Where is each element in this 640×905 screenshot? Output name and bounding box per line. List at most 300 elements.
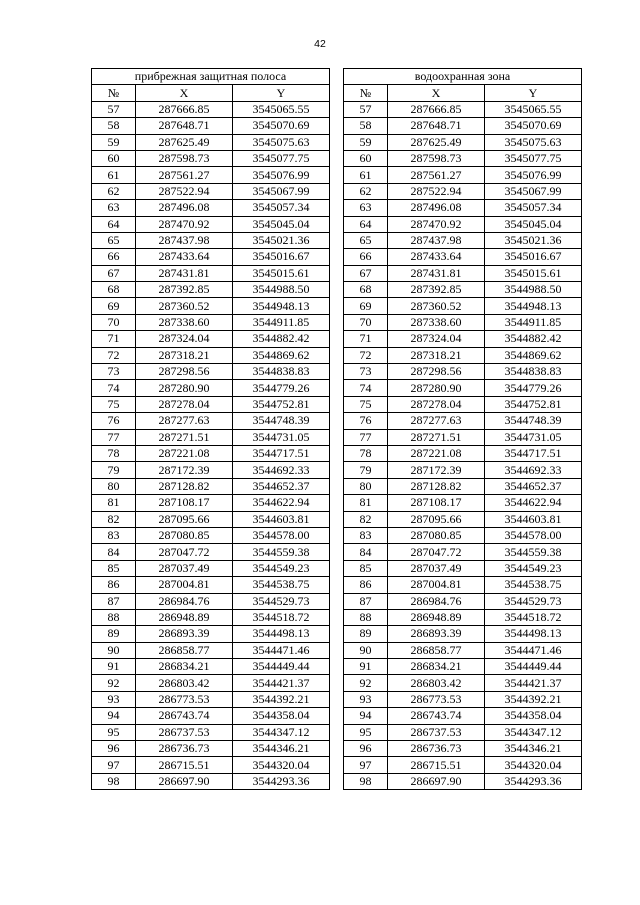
table-row xyxy=(344,544,582,560)
x-coordinate-cell: 287108.17 xyxy=(136,495,233,511)
table-row xyxy=(344,232,582,248)
x-coordinate-cell: 287298.56 xyxy=(388,364,485,380)
y-coordinate-cell: 3545075.63 xyxy=(485,134,582,150)
x-coordinate-cell: 287128.82 xyxy=(136,478,233,494)
y-coordinate-cell: 3544652.37 xyxy=(485,478,582,494)
table-row xyxy=(92,675,330,691)
x-coordinate-cell: 287047.72 xyxy=(388,544,485,560)
y-coordinate-cell: 3545076.99 xyxy=(485,167,582,183)
point-number-cell: 96 xyxy=(92,741,136,757)
x-coordinate-cell: 287496.08 xyxy=(388,200,485,216)
table-row xyxy=(92,626,330,642)
y-coordinate-cell: 3544988.50 xyxy=(485,282,582,298)
point-number-cell: 76 xyxy=(92,413,136,429)
point-number-cell: 62 xyxy=(92,183,136,199)
table-row xyxy=(92,445,330,461)
x-coordinate-cell: 287392.85 xyxy=(388,282,485,298)
table-row xyxy=(92,511,330,527)
y-coordinate-cell: 3544518.72 xyxy=(485,609,582,625)
table-row xyxy=(92,101,330,117)
y-coordinate-cell: 3544549.23 xyxy=(233,560,330,576)
table-row xyxy=(92,380,330,396)
x-coordinate-cell: 286893.39 xyxy=(388,626,485,642)
point-number-cell: 88 xyxy=(92,609,136,625)
table-row xyxy=(92,167,330,183)
point-number-cell: 59 xyxy=(344,134,388,150)
x-coordinate-cell: 286948.89 xyxy=(136,609,233,625)
table-title: прибрежная защитная полоса xyxy=(92,69,330,85)
table-row xyxy=(92,364,330,380)
point-number-cell: 90 xyxy=(344,642,388,658)
table-row xyxy=(344,659,582,675)
point-number-cell: 89 xyxy=(92,626,136,642)
point-number-cell: 70 xyxy=(92,314,136,330)
table-row xyxy=(344,626,582,642)
point-number-cell: 67 xyxy=(92,265,136,281)
point-number-cell: 85 xyxy=(344,560,388,576)
y-coordinate-cell: 3544838.83 xyxy=(485,364,582,380)
table-row xyxy=(92,314,330,330)
y-coordinate-cell: 3544622.94 xyxy=(233,495,330,511)
point-number-cell: 66 xyxy=(344,249,388,265)
x-coordinate-cell: 286858.77 xyxy=(388,642,485,658)
table-row xyxy=(344,118,582,134)
y-coordinate-cell: 3545070.69 xyxy=(233,118,330,134)
x-coordinate-cell: 287298.56 xyxy=(136,364,233,380)
table-row xyxy=(92,708,330,724)
table-row xyxy=(92,527,330,543)
x-coordinate-cell: 287095.66 xyxy=(136,511,233,527)
y-coordinate-cell: 3545067.99 xyxy=(485,183,582,199)
table-row xyxy=(344,757,582,773)
x-coordinate-cell: 286715.51 xyxy=(388,757,485,773)
y-coordinate-cell: 3544752.81 xyxy=(485,396,582,412)
y-coordinate-cell: 3544346.21 xyxy=(233,741,330,757)
point-number-cell: 74 xyxy=(92,380,136,396)
point-number-cell: 87 xyxy=(344,593,388,609)
x-coordinate-cell: 287522.94 xyxy=(136,183,233,199)
y-coordinate-cell: 3545075.63 xyxy=(233,134,330,150)
point-number-cell: 66 xyxy=(92,249,136,265)
y-coordinate-cell: 3545077.75 xyxy=(233,150,330,166)
x-coordinate-cell: 286984.76 xyxy=(388,593,485,609)
column-header-x: X xyxy=(136,85,233,101)
y-coordinate-cell: 3544578.00 xyxy=(485,527,582,543)
table-row xyxy=(344,577,582,593)
x-coordinate-cell: 287431.81 xyxy=(136,265,233,281)
x-coordinate-cell: 286893.39 xyxy=(136,626,233,642)
x-coordinate-cell: 286743.74 xyxy=(136,708,233,724)
y-coordinate-cell: 3544752.81 xyxy=(233,396,330,412)
y-coordinate-cell: 3544603.81 xyxy=(485,511,582,527)
y-coordinate-cell: 3545016.67 xyxy=(485,249,582,265)
point-number-cell: 91 xyxy=(344,659,388,675)
point-number-cell: 63 xyxy=(344,200,388,216)
table-row xyxy=(344,200,582,216)
y-coordinate-cell: 3544717.51 xyxy=(485,445,582,461)
point-number-cell: 73 xyxy=(344,364,388,380)
y-coordinate-cell: 3544882.42 xyxy=(233,331,330,347)
point-number-cell: 75 xyxy=(344,396,388,412)
point-number-cell: 62 xyxy=(344,183,388,199)
y-coordinate-cell: 3545021.36 xyxy=(485,232,582,248)
y-coordinate-cell: 3544779.26 xyxy=(233,380,330,396)
table-row xyxy=(92,265,330,281)
x-coordinate-cell: 286697.90 xyxy=(388,773,485,789)
x-coordinate-cell: 287625.49 xyxy=(388,134,485,150)
y-coordinate-cell: 3544421.37 xyxy=(233,675,330,691)
table-row xyxy=(344,560,582,576)
y-coordinate-cell: 3544538.75 xyxy=(233,577,330,593)
point-number-cell: 68 xyxy=(344,282,388,298)
point-number-cell: 95 xyxy=(92,724,136,740)
y-coordinate-cell: 3544347.12 xyxy=(485,724,582,740)
point-number-cell: 95 xyxy=(344,724,388,740)
x-coordinate-cell: 286737.53 xyxy=(136,724,233,740)
table-row xyxy=(92,724,330,740)
y-coordinate-cell: 3544948.13 xyxy=(485,298,582,314)
table-row xyxy=(92,560,330,576)
y-coordinate-cell: 3544869.62 xyxy=(485,347,582,363)
x-coordinate-cell: 286984.76 xyxy=(136,593,233,609)
y-coordinate-cell: 3544320.04 xyxy=(233,757,330,773)
table-row xyxy=(344,331,582,347)
y-coordinate-cell: 3545016.67 xyxy=(233,249,330,265)
water-protection-zone-table xyxy=(343,68,582,790)
x-coordinate-cell: 287047.72 xyxy=(136,544,233,560)
x-coordinate-cell: 287280.90 xyxy=(136,380,233,396)
table-row xyxy=(344,478,582,494)
column-header-number: № xyxy=(92,85,136,101)
y-coordinate-cell: 3544779.26 xyxy=(485,380,582,396)
table-row xyxy=(92,134,330,150)
x-coordinate-cell: 287324.04 xyxy=(388,331,485,347)
table-row xyxy=(92,462,330,478)
y-coordinate-cell: 3545057.34 xyxy=(485,200,582,216)
x-coordinate-cell: 287522.94 xyxy=(388,183,485,199)
x-coordinate-cell: 287433.64 xyxy=(388,249,485,265)
y-coordinate-cell: 3544549.23 xyxy=(485,560,582,576)
point-number-cell: 65 xyxy=(92,232,136,248)
point-number-cell: 72 xyxy=(92,347,136,363)
x-coordinate-cell: 287080.85 xyxy=(388,527,485,543)
table-row xyxy=(344,675,582,691)
point-number-cell: 83 xyxy=(92,527,136,543)
table-row xyxy=(344,691,582,707)
y-coordinate-cell: 3545045.04 xyxy=(233,216,330,232)
table-row xyxy=(344,265,582,281)
y-coordinate-cell: 3544911.85 xyxy=(485,314,582,330)
table-row xyxy=(344,298,582,314)
y-coordinate-cell: 3545067.99 xyxy=(233,183,330,199)
y-coordinate-cell: 3545070.69 xyxy=(485,118,582,134)
y-coordinate-cell: 3544529.73 xyxy=(485,593,582,609)
x-coordinate-cell: 287108.17 xyxy=(388,495,485,511)
table-row xyxy=(344,429,582,445)
point-number-cell: 71 xyxy=(92,331,136,347)
point-number-cell: 97 xyxy=(92,757,136,773)
point-number-cell: 75 xyxy=(92,396,136,412)
y-coordinate-cell: 3544471.46 xyxy=(233,642,330,658)
point-number-cell: 69 xyxy=(92,298,136,314)
x-coordinate-cell: 287278.04 xyxy=(388,396,485,412)
table-row xyxy=(344,708,582,724)
point-number-cell: 98 xyxy=(344,773,388,789)
point-number-cell: 86 xyxy=(92,577,136,593)
y-coordinate-cell: 3544622.94 xyxy=(485,495,582,511)
table-row xyxy=(344,101,582,117)
y-coordinate-cell: 3544948.13 xyxy=(233,298,330,314)
point-number-cell: 59 xyxy=(92,134,136,150)
point-number-cell: 57 xyxy=(92,101,136,117)
table-row xyxy=(92,609,330,625)
y-coordinate-cell: 3544538.75 xyxy=(485,577,582,593)
x-coordinate-cell: 286834.21 xyxy=(136,659,233,675)
x-coordinate-cell: 286858.77 xyxy=(136,642,233,658)
point-number-cell: 93 xyxy=(344,691,388,707)
x-coordinate-cell: 286803.42 xyxy=(136,675,233,691)
table-row xyxy=(92,331,330,347)
y-coordinate-cell: 3544748.39 xyxy=(485,413,582,429)
y-coordinate-cell: 3544293.36 xyxy=(485,773,582,789)
y-coordinate-cell: 3544603.81 xyxy=(233,511,330,527)
x-coordinate-cell: 286834.21 xyxy=(388,659,485,675)
y-coordinate-cell: 3544717.51 xyxy=(233,445,330,461)
x-coordinate-cell: 287004.81 xyxy=(388,577,485,593)
table-row xyxy=(92,757,330,773)
point-number-cell: 67 xyxy=(344,265,388,281)
table-row xyxy=(344,642,582,658)
table-row xyxy=(92,691,330,707)
y-coordinate-cell: 3544692.33 xyxy=(485,462,582,478)
table-row xyxy=(92,118,330,134)
table-row xyxy=(344,380,582,396)
table-row xyxy=(344,593,582,609)
y-coordinate-cell: 3544578.00 xyxy=(233,527,330,543)
x-coordinate-cell: 286773.53 xyxy=(388,691,485,707)
point-number-cell: 80 xyxy=(92,478,136,494)
y-coordinate-cell: 3544392.21 xyxy=(485,691,582,707)
y-coordinate-cell: 3544421.37 xyxy=(485,675,582,691)
table-row xyxy=(92,216,330,232)
column-header-x: X xyxy=(388,85,485,101)
column-header-number: № xyxy=(344,85,388,101)
point-number-cell: 93 xyxy=(92,691,136,707)
x-coordinate-cell: 286743.74 xyxy=(388,708,485,724)
y-coordinate-cell: 3544347.12 xyxy=(233,724,330,740)
y-coordinate-cell: 3545021.36 xyxy=(233,232,330,248)
table-row xyxy=(344,347,582,363)
column-header-y: Y xyxy=(485,85,582,101)
x-coordinate-cell: 287095.66 xyxy=(388,511,485,527)
table-row xyxy=(92,396,330,412)
table-row xyxy=(344,495,582,511)
point-number-cell: 78 xyxy=(344,445,388,461)
y-coordinate-cell: 3545065.55 xyxy=(233,101,330,117)
y-coordinate-cell: 3545065.55 xyxy=(485,101,582,117)
point-number-cell: 68 xyxy=(92,282,136,298)
x-coordinate-cell: 287360.52 xyxy=(388,298,485,314)
y-coordinate-cell: 3544911.85 xyxy=(233,314,330,330)
table-row xyxy=(344,249,582,265)
point-number-cell: 61 xyxy=(344,167,388,183)
y-coordinate-cell: 3545057.34 xyxy=(233,200,330,216)
point-number-cell: 73 xyxy=(92,364,136,380)
x-coordinate-cell: 287278.04 xyxy=(136,396,233,412)
x-coordinate-cell: 287648.71 xyxy=(136,118,233,134)
y-coordinate-cell: 3544559.38 xyxy=(485,544,582,560)
y-coordinate-cell: 3544358.04 xyxy=(485,708,582,724)
point-number-cell: 82 xyxy=(344,511,388,527)
x-coordinate-cell: 287431.81 xyxy=(388,265,485,281)
y-coordinate-cell: 3544498.13 xyxy=(233,626,330,642)
y-coordinate-cell: 3544731.05 xyxy=(485,429,582,445)
point-number-cell: 77 xyxy=(344,429,388,445)
point-number-cell: 94 xyxy=(92,708,136,724)
y-coordinate-cell: 3544449.44 xyxy=(485,659,582,675)
y-coordinate-cell: 3544358.04 xyxy=(233,708,330,724)
point-number-cell: 85 xyxy=(92,560,136,576)
point-number-cell: 87 xyxy=(92,593,136,609)
table-row xyxy=(92,150,330,166)
y-coordinate-cell: 3544652.37 xyxy=(233,478,330,494)
x-coordinate-cell: 287318.21 xyxy=(388,347,485,363)
x-coordinate-cell: 287172.39 xyxy=(388,462,485,478)
table-row xyxy=(344,462,582,478)
y-coordinate-cell: 3544346.21 xyxy=(485,741,582,757)
table-row xyxy=(92,478,330,494)
x-coordinate-cell: 286736.73 xyxy=(388,741,485,757)
x-coordinate-cell: 287271.51 xyxy=(388,429,485,445)
table-row xyxy=(344,364,582,380)
table-row xyxy=(92,429,330,445)
y-coordinate-cell: 3545015.61 xyxy=(233,265,330,281)
x-coordinate-cell: 287080.85 xyxy=(136,527,233,543)
table-row xyxy=(92,232,330,248)
table-title: водоохранная зона xyxy=(344,69,582,85)
x-coordinate-cell: 287172.39 xyxy=(136,462,233,478)
x-coordinate-cell: 287277.63 xyxy=(136,413,233,429)
table-row xyxy=(92,659,330,675)
point-number-cell: 84 xyxy=(344,544,388,560)
point-number-cell: 97 xyxy=(344,757,388,773)
x-coordinate-cell: 287221.08 xyxy=(136,445,233,461)
point-number-cell: 65 xyxy=(344,232,388,248)
table-row xyxy=(344,413,582,429)
table-row xyxy=(344,183,582,199)
point-number-cell: 58 xyxy=(344,118,388,134)
point-number-cell: 89 xyxy=(344,626,388,642)
table-row xyxy=(92,249,330,265)
point-number-cell: 92 xyxy=(92,675,136,691)
y-coordinate-cell: 3544882.42 xyxy=(485,331,582,347)
table-row xyxy=(92,741,330,757)
y-coordinate-cell: 3544988.50 xyxy=(233,282,330,298)
table-row xyxy=(344,445,582,461)
y-coordinate-cell: 3544293.36 xyxy=(233,773,330,789)
x-coordinate-cell: 286773.53 xyxy=(136,691,233,707)
x-coordinate-cell: 287128.82 xyxy=(388,478,485,494)
point-number-cell: 90 xyxy=(92,642,136,658)
point-number-cell: 78 xyxy=(92,445,136,461)
x-coordinate-cell: 287360.52 xyxy=(136,298,233,314)
x-coordinate-cell: 287037.49 xyxy=(388,560,485,576)
point-number-cell: 88 xyxy=(344,609,388,625)
point-number-cell: 71 xyxy=(344,331,388,347)
x-coordinate-cell: 287437.98 xyxy=(388,232,485,248)
point-number-cell: 60 xyxy=(344,150,388,166)
y-coordinate-cell: 3545076.99 xyxy=(233,167,330,183)
table-row xyxy=(344,167,582,183)
x-coordinate-cell: 286697.90 xyxy=(136,773,233,789)
point-number-cell: 76 xyxy=(344,413,388,429)
point-number-cell: 60 xyxy=(92,150,136,166)
table-row xyxy=(344,724,582,740)
point-number-cell: 86 xyxy=(344,577,388,593)
y-coordinate-cell: 3544320.04 xyxy=(485,757,582,773)
x-coordinate-cell: 287280.90 xyxy=(388,380,485,396)
point-number-cell: 58 xyxy=(92,118,136,134)
x-coordinate-cell: 286948.89 xyxy=(388,609,485,625)
y-coordinate-cell: 3544869.62 xyxy=(233,347,330,363)
point-number-cell: 61 xyxy=(92,167,136,183)
y-coordinate-cell: 3544838.83 xyxy=(233,364,330,380)
x-coordinate-cell: 287318.21 xyxy=(136,347,233,363)
point-number-cell: 81 xyxy=(344,495,388,511)
point-number-cell: 83 xyxy=(344,527,388,543)
x-coordinate-cell: 286736.73 xyxy=(136,741,233,757)
x-coordinate-cell: 287470.92 xyxy=(136,216,233,232)
x-coordinate-cell: 287470.92 xyxy=(388,216,485,232)
x-coordinate-cell: 287037.49 xyxy=(136,560,233,576)
point-number-cell: 57 xyxy=(344,101,388,117)
y-coordinate-cell: 3544449.44 xyxy=(233,659,330,675)
table-row xyxy=(92,347,330,363)
x-coordinate-cell: 287221.08 xyxy=(388,445,485,461)
y-coordinate-cell: 3544529.73 xyxy=(233,593,330,609)
x-coordinate-cell: 287338.60 xyxy=(136,314,233,330)
y-coordinate-cell: 3544731.05 xyxy=(233,429,330,445)
table-row xyxy=(344,741,582,757)
table-row xyxy=(344,216,582,232)
table-row xyxy=(344,282,582,298)
x-coordinate-cell: 287561.27 xyxy=(388,167,485,183)
y-coordinate-cell: 3544559.38 xyxy=(233,544,330,560)
x-coordinate-cell: 287598.73 xyxy=(388,150,485,166)
x-coordinate-cell: 287338.60 xyxy=(388,314,485,330)
table-row xyxy=(344,396,582,412)
point-number-cell: 70 xyxy=(344,314,388,330)
x-coordinate-cell: 287004.81 xyxy=(136,577,233,593)
x-coordinate-cell: 287324.04 xyxy=(136,331,233,347)
y-coordinate-cell: 3544748.39 xyxy=(233,413,330,429)
x-coordinate-cell: 286715.51 xyxy=(136,757,233,773)
y-coordinate-cell: 3544471.46 xyxy=(485,642,582,658)
table-row xyxy=(92,495,330,511)
point-number-cell: 92 xyxy=(344,675,388,691)
table-row xyxy=(92,298,330,314)
point-number-cell: 77 xyxy=(92,429,136,445)
x-coordinate-cell: 286803.42 xyxy=(388,675,485,691)
table-row xyxy=(344,150,582,166)
table-row xyxy=(92,200,330,216)
point-number-cell: 96 xyxy=(344,741,388,757)
y-coordinate-cell: 3544498.13 xyxy=(485,626,582,642)
column-header-y: Y xyxy=(233,85,330,101)
table-row xyxy=(92,282,330,298)
table-row xyxy=(92,577,330,593)
point-number-cell: 72 xyxy=(344,347,388,363)
